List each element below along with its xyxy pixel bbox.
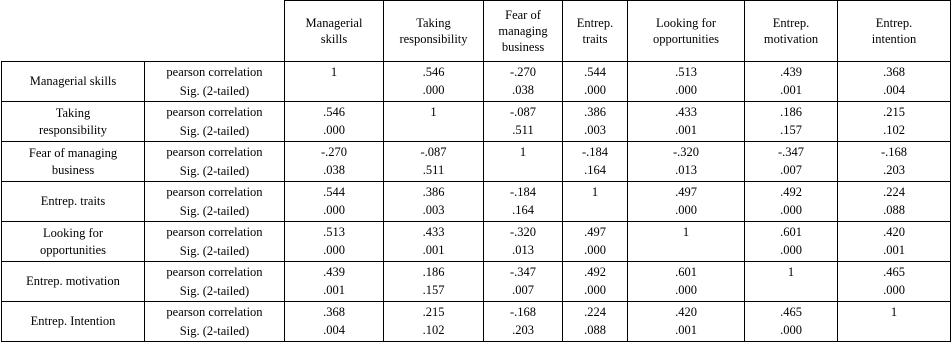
significance-value: .004 [883,82,905,97]
correlation-value: .497 [675,184,697,199]
pearson-label: pearson correlation [166,264,263,279]
column-header: Entrep. intention [838,1,951,62]
row-label: Managerial skills [2,62,145,102]
row-label: Fear of managing business [2,142,145,182]
significance-value: .157 [780,122,802,137]
correlation-cell [384,142,484,182]
correlation-value: 1 [682,224,690,239]
correlation-cell [628,102,745,142]
significance-value: .038 [323,162,345,177]
significance-value: .203 [512,322,534,337]
correlation-value: -.087 [509,104,537,119]
significance-value: .001 [422,242,445,257]
correlation-cell [384,302,484,342]
table-row [2,102,951,142]
significance-value: .164 [512,202,534,217]
statistic-labels [145,142,285,182]
significance-value: .000 [675,82,697,97]
correlation-value: .544 [584,64,606,79]
correlation-cell [285,222,384,262]
significance-value: .013 [675,162,697,177]
significance-value: .000 [780,202,802,217]
correlation-value: -.168 [509,304,537,319]
row-label: Entrep. motivation [2,262,145,302]
correlation-cell [745,102,838,142]
statistic-labels [145,182,285,222]
significance-value: .511 [512,122,534,137]
sig-label: Sig. (2-tailed) [179,323,250,338]
correlation-value: -.184 [581,144,609,159]
correlation-value: -.347 [509,264,537,279]
correlation-cell [563,222,628,262]
correlation-cell [563,142,628,182]
correlation-cell [563,182,628,222]
correlation-cell [285,62,384,102]
correlation-value: -.270 [320,144,348,159]
correlation-value: .215 [422,304,445,319]
correlation-cell [563,262,628,302]
corner-cell [2,1,285,62]
pearson-label: pearson correlation [166,304,263,319]
correlation-value: -.347 [777,144,805,159]
significance-value: .013 [512,242,534,257]
significance-value: .000 [323,242,345,257]
correlation-value: -.270 [509,64,537,79]
correlation-value: -.087 [420,144,447,159]
correlation-cell [628,142,745,182]
correlation-cell [484,182,563,222]
column-header: Entrep. motivation [745,1,838,62]
significance-value: .000 [584,282,606,297]
correlation-cell [285,142,384,182]
correlation-value: .492 [780,184,802,199]
correlation-table [1,0,951,342]
pearson-label: pearson correlation [166,64,263,79]
correlation-value: .601 [675,264,697,279]
table-row [2,182,951,222]
correlation-value: 1 [787,264,795,279]
correlation-cell [563,102,628,142]
significance-value: .164 [584,162,606,177]
sig-label: Sig. (2-tailed) [179,283,250,298]
column-header: Taking responsibility [384,1,484,62]
correlation-cell [285,182,384,222]
correlation-value: .368 [883,64,905,79]
correlation-value: -.320 [672,144,700,159]
significance-value [384,122,483,141]
significance-value: .000 [323,122,345,137]
correlation-cell [484,262,563,302]
significance-value: .003 [422,202,445,217]
significance-value: .102 [422,322,445,337]
significance-value: .203 [883,162,905,177]
sig-label: Sig. (2-tailed) [179,163,250,178]
correlation-cell [484,142,563,182]
sig-label: Sig. (2-tailed) [179,243,250,258]
correlation-cell [628,302,745,342]
row-label: Looking for opportunities [2,222,145,262]
correlation-cell [484,102,563,142]
significance-value: .000 [780,242,802,257]
correlation-value: .546 [323,104,345,119]
correlation-cell [285,102,384,142]
table-row [2,302,951,342]
table-row [2,222,951,262]
correlation-cell [384,62,484,102]
pearson-label: pearson correlation [166,184,263,199]
row-label: Entrep. traits [2,182,145,222]
column-header: Managerial skills [285,1,384,62]
correlation-cell [384,102,484,142]
correlation-value: .465 [780,304,802,319]
correlation-cell [838,182,951,222]
correlation-value: .386 [422,184,445,199]
column-header: Entrep. traits [563,1,628,62]
correlation-value: -.184 [509,184,537,199]
correlation-cell [838,302,951,342]
correlation-cell [285,262,384,302]
correlation-value: .224 [584,304,606,319]
significance-value: .088 [584,322,606,337]
statistic-labels [145,222,285,262]
significance-value: .001 [675,122,697,137]
column-header: Fear of managing business [484,1,563,62]
correlation-value: .186 [422,264,445,279]
correlation-cell [838,222,951,262]
statistic-labels [145,302,285,342]
significance-value: .001 [675,322,697,337]
significance-value: .157 [422,282,445,297]
table-row [2,142,951,182]
correlation-cell [563,302,628,342]
row-label: Entrep. Intention [2,302,145,342]
correlation-cell [384,262,484,302]
correlation-value: -.320 [509,224,537,239]
significance-value: .102 [883,122,905,137]
correlation-value: .439 [323,264,345,279]
column-header: Looking for opportunities [628,1,745,62]
sig-label: Sig. (2-tailed) [179,83,250,98]
significance-value: .001 [780,82,802,97]
significance-value: .000 [675,282,697,297]
table-body [2,62,951,342]
correlation-value: .420 [675,304,697,319]
significance-value: .001 [323,282,345,297]
correlation-cell [745,222,838,262]
correlation-value: .368 [323,304,345,319]
sig-label: Sig. (2-tailed) [179,203,250,218]
correlation-cell [745,182,838,222]
correlation-value: .544 [323,184,345,199]
correlation-value: 1 [330,64,338,79]
correlation-cell [838,262,951,302]
correlation-value: .497 [584,224,606,239]
significance-value: .004 [323,322,345,337]
correlation-value: 1 [519,144,527,159]
correlation-cell [628,182,745,222]
correlation-cell [384,222,484,262]
correlation-cell [838,102,951,142]
correlation-cell [628,62,745,102]
correlation-value: .386 [584,104,606,119]
pearson-label: pearson correlation [166,144,263,159]
correlation-value: .215 [883,104,905,119]
significance-value [838,322,950,341]
correlation-value: .224 [883,184,905,199]
correlation-cell [484,62,563,102]
significance-value: .000 [422,82,445,97]
sig-label: Sig. (2-tailed) [179,123,250,138]
correlation-value: 1 [591,184,599,199]
significance-value [285,82,383,101]
table-row [2,62,951,102]
correlation-value: .433 [675,104,697,119]
correlation-value: .492 [584,264,606,279]
header-row [2,1,951,62]
significance-value: .000 [584,82,606,97]
significance-value: .511 [422,162,445,177]
row-label: Taking responsibility [2,102,145,142]
correlation-value: .433 [422,224,445,239]
correlation-value: .513 [675,64,697,79]
significance-value: .007 [780,162,802,177]
significance-value [563,202,627,221]
correlation-value: .420 [883,224,905,239]
correlation-cell [745,262,838,302]
significance-value [745,282,837,301]
correlation-value: .439 [780,64,802,79]
significance-value: .000 [780,322,802,337]
significance-value: .000 [323,202,345,217]
correlation-cell [285,302,384,342]
correlation-value: .465 [883,264,905,279]
significance-value: .000 [584,242,606,257]
correlation-cell [484,302,563,342]
significance-value: .038 [512,82,534,97]
correlation-cell [384,182,484,222]
statistic-labels [145,102,285,142]
correlation-cell [745,302,838,342]
correlation-cell [838,142,951,182]
correlation-cell [484,222,563,262]
correlation-cell [745,142,838,182]
table-row [2,262,951,302]
pearson-label: pearson correlation [166,224,263,239]
correlation-value: -.168 [880,144,908,159]
significance-value: .001 [883,242,905,257]
correlation-value: 1 [890,304,898,319]
correlation-cell [838,62,951,102]
significance-value [628,242,744,261]
statistic-labels [145,262,285,302]
significance-value: .088 [883,202,905,217]
correlation-value: .601 [780,224,802,239]
correlation-cell [745,62,838,102]
correlation-value: 1 [430,104,437,119]
significance-value: .007 [512,282,534,297]
correlation-cell [563,62,628,102]
correlation-value: .546 [422,64,445,79]
significance-value: .000 [675,202,697,217]
correlation-value: .513 [323,224,345,239]
pearson-label: pearson correlation [166,104,263,119]
statistic-labels [145,62,285,102]
significance-value: .003 [584,122,606,137]
correlation-cell [628,262,745,302]
significance-value [484,162,562,181]
correlation-cell [628,222,745,262]
correlation-value: .186 [780,104,802,119]
significance-value: .000 [883,282,905,297]
